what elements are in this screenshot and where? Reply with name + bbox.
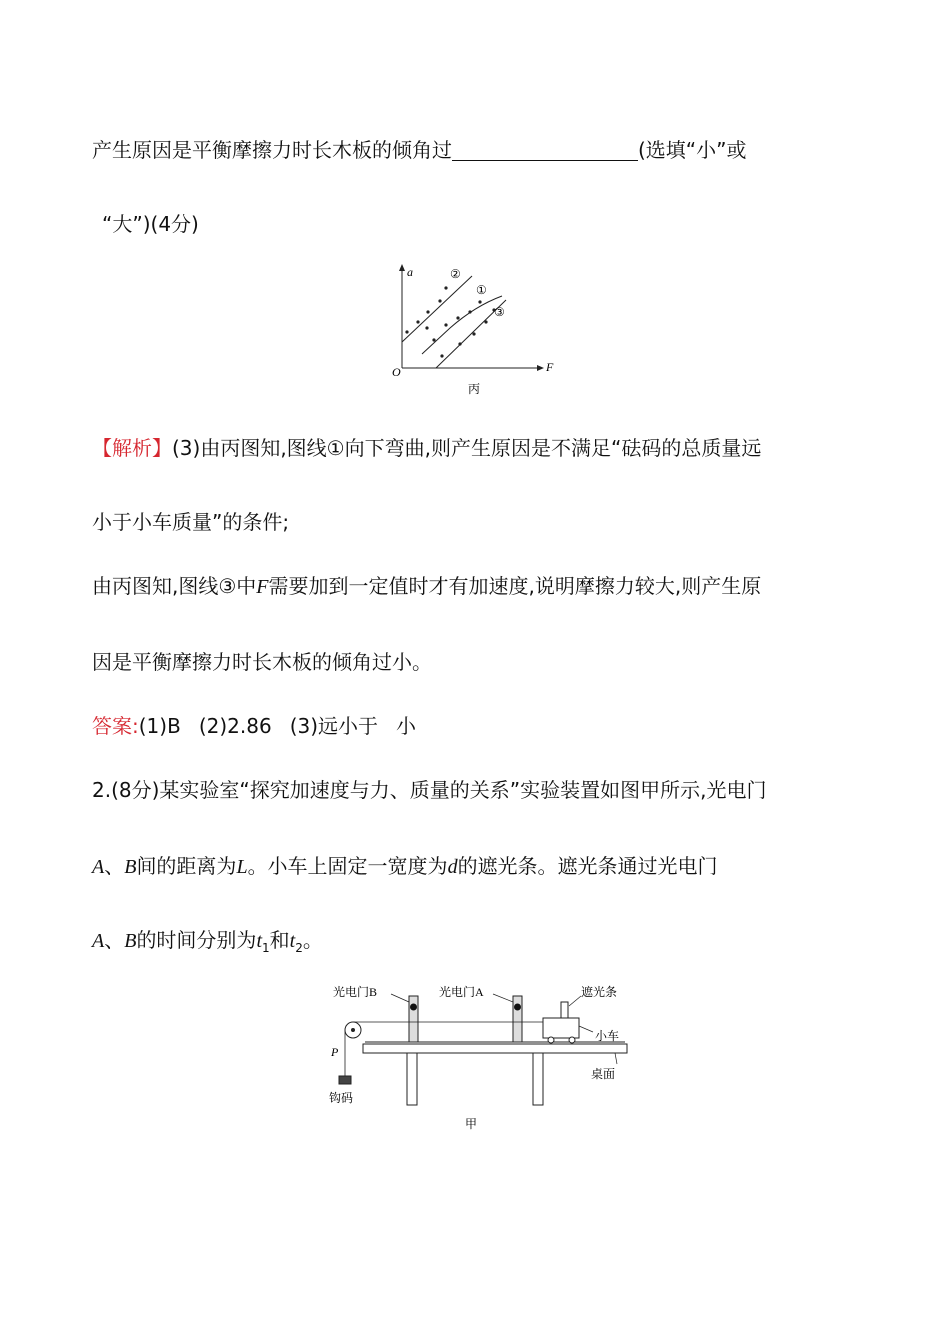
question-line: 产生原因是平衡摩擦力时长木板的倾角过 (选填“小”或 bbox=[92, 138, 747, 162]
analysis-line: 因是平衡摩擦力时长木板的倾角过小。 bbox=[92, 650, 432, 674]
axis-label-f: F bbox=[546, 360, 554, 374]
analysis-tag: 【解析】 bbox=[92, 436, 172, 460]
analysis-line: 小于小车质量”的条件; bbox=[92, 510, 290, 534]
graph-label-2: ② bbox=[450, 267, 461, 281]
figure-caption: 甲 bbox=[465, 1117, 478, 1131]
axis-label-a: a bbox=[407, 265, 413, 279]
label-weight: 钩码 bbox=[329, 1091, 354, 1105]
origin-label: O bbox=[392, 365, 401, 379]
analysis-line: 由丙图知,图线③中F需要加到一定值时才有加速度,说明摩擦力较大,则产生原 bbox=[92, 574, 762, 598]
graph-line-2 bbox=[402, 276, 472, 342]
figure-caption: 丙 bbox=[468, 382, 481, 396]
light-strip bbox=[561, 1002, 568, 1018]
question-line: “大”)(4分) bbox=[102, 212, 199, 236]
answer-tag: 答案: bbox=[92, 714, 139, 738]
photogate-a bbox=[513, 996, 522, 1042]
label-gate-b: 光电门B bbox=[333, 985, 378, 999]
label-strip: 遮光条 bbox=[581, 985, 618, 999]
question-line: A、B间的距离为L。小车上固定一宽度为d的遮光条。遮光条通过光电门 bbox=[92, 854, 718, 878]
graph-label-1: ① bbox=[476, 283, 487, 297]
label-table: 桌面 bbox=[591, 1067, 616, 1081]
hook-weight bbox=[339, 1076, 351, 1084]
data-points bbox=[405, 286, 495, 357]
answer-line: 答案:(1)B (2)2.86 (3)远小于 小 bbox=[92, 714, 417, 738]
graph-label-3: ③ bbox=[494, 305, 505, 319]
question-line: 2.(8分)某实验室“探究加速度与力、质量的关系”实验装置如图甲所示,光电门 bbox=[92, 778, 767, 802]
photogate-b bbox=[409, 996, 418, 1042]
answer-blank bbox=[452, 140, 638, 161]
figure-jia bbox=[325, 980, 645, 1140]
cart bbox=[543, 1018, 579, 1038]
analysis-line: 【解析】(3)由丙图知,图线①向下弯曲,则产生原因是不满足“砝码的总质量远 bbox=[92, 436, 762, 460]
question-line: A、B的时间分别为$t_1$和$t_2$。 bbox=[92, 928, 323, 955]
label-gate-a: 光电门A bbox=[439, 985, 484, 999]
table-top bbox=[363, 1044, 627, 1053]
graph-bing bbox=[380, 258, 570, 398]
graph-line-1 bbox=[422, 296, 502, 354]
label-cart: 小车 bbox=[595, 1029, 620, 1043]
label-p: P bbox=[331, 1045, 339, 1059]
